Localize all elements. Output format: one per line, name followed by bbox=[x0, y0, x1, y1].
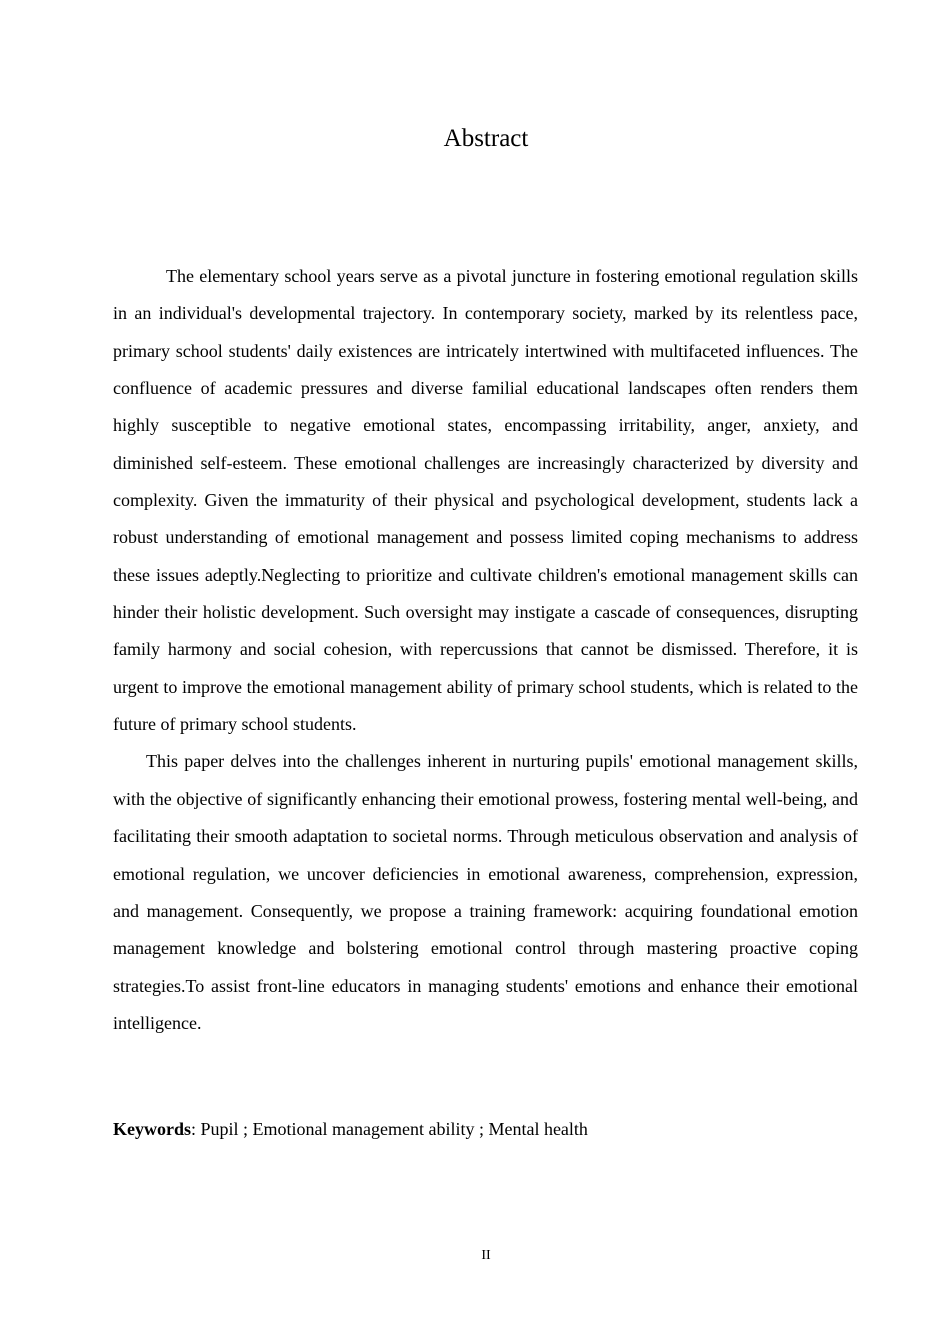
keywords-label: Keywords bbox=[113, 1119, 191, 1139]
keywords-list: : Pupil ; Emotional management ability ; Mental health bbox=[191, 1119, 588, 1139]
abstract-paragraph-1: The elementary school years serve as a pivotal juncture in fostering emotional regulation skills in an individual's developmental trajectory. In contemporary society, marked by its relentless pace, primary school students' daily existences are intricately intertwined with multifaceted influences. The confluence of academic pressures and diverse familial educational landscapes often renders them highly susceptible to negative emotional states, encompassing irritability, anger, anxiety, and diminished self-esteem. These emotional challenges are increasingly characterized by diversity and complexity. Given the immaturity of their physical and psychological development, students lack a robust understanding of emotional management and possess limited coping mechanisms to address these issues adeptly.Neglecting to prioritize and cultivate children's emotional management skills can hinder their holistic development. Such oversight may instigate a cascade of consequences, disrupting family harmony and social cohesion, with repercussions that cannot be dismissed. Therefore, it is urgent to improve the emotional management ability of primary school students, which is related to the future of primary school students. bbox=[113, 266, 858, 735]
page-title: Abstract bbox=[443, 125, 529, 152]
keywords-line bbox=[113, 1114, 588, 1144]
page-number: II bbox=[481, 1248, 491, 1263]
abstract-body bbox=[113, 258, 858, 1042]
abstract-paragraph-2: This paper delves into the challenges inherent in nurturing pupils' emotional management skills, with the objective of significantly enhancing their emotional prowess, fostering mental well-being, and facilitating their smooth adaptation to societal norms. Through meticulous observation and analysis of emotional regulation, we uncover deficiencies in emotional awareness, comprehension, expression, and management. Consequently, we propose a training framework: acquiring foundational emotion management knowledge and bolstering emotional control through mastering proactive coping strategies.To assist front-line educators in managing students' emotions and enhance their emotional intelligence. bbox=[113, 751, 858, 1033]
